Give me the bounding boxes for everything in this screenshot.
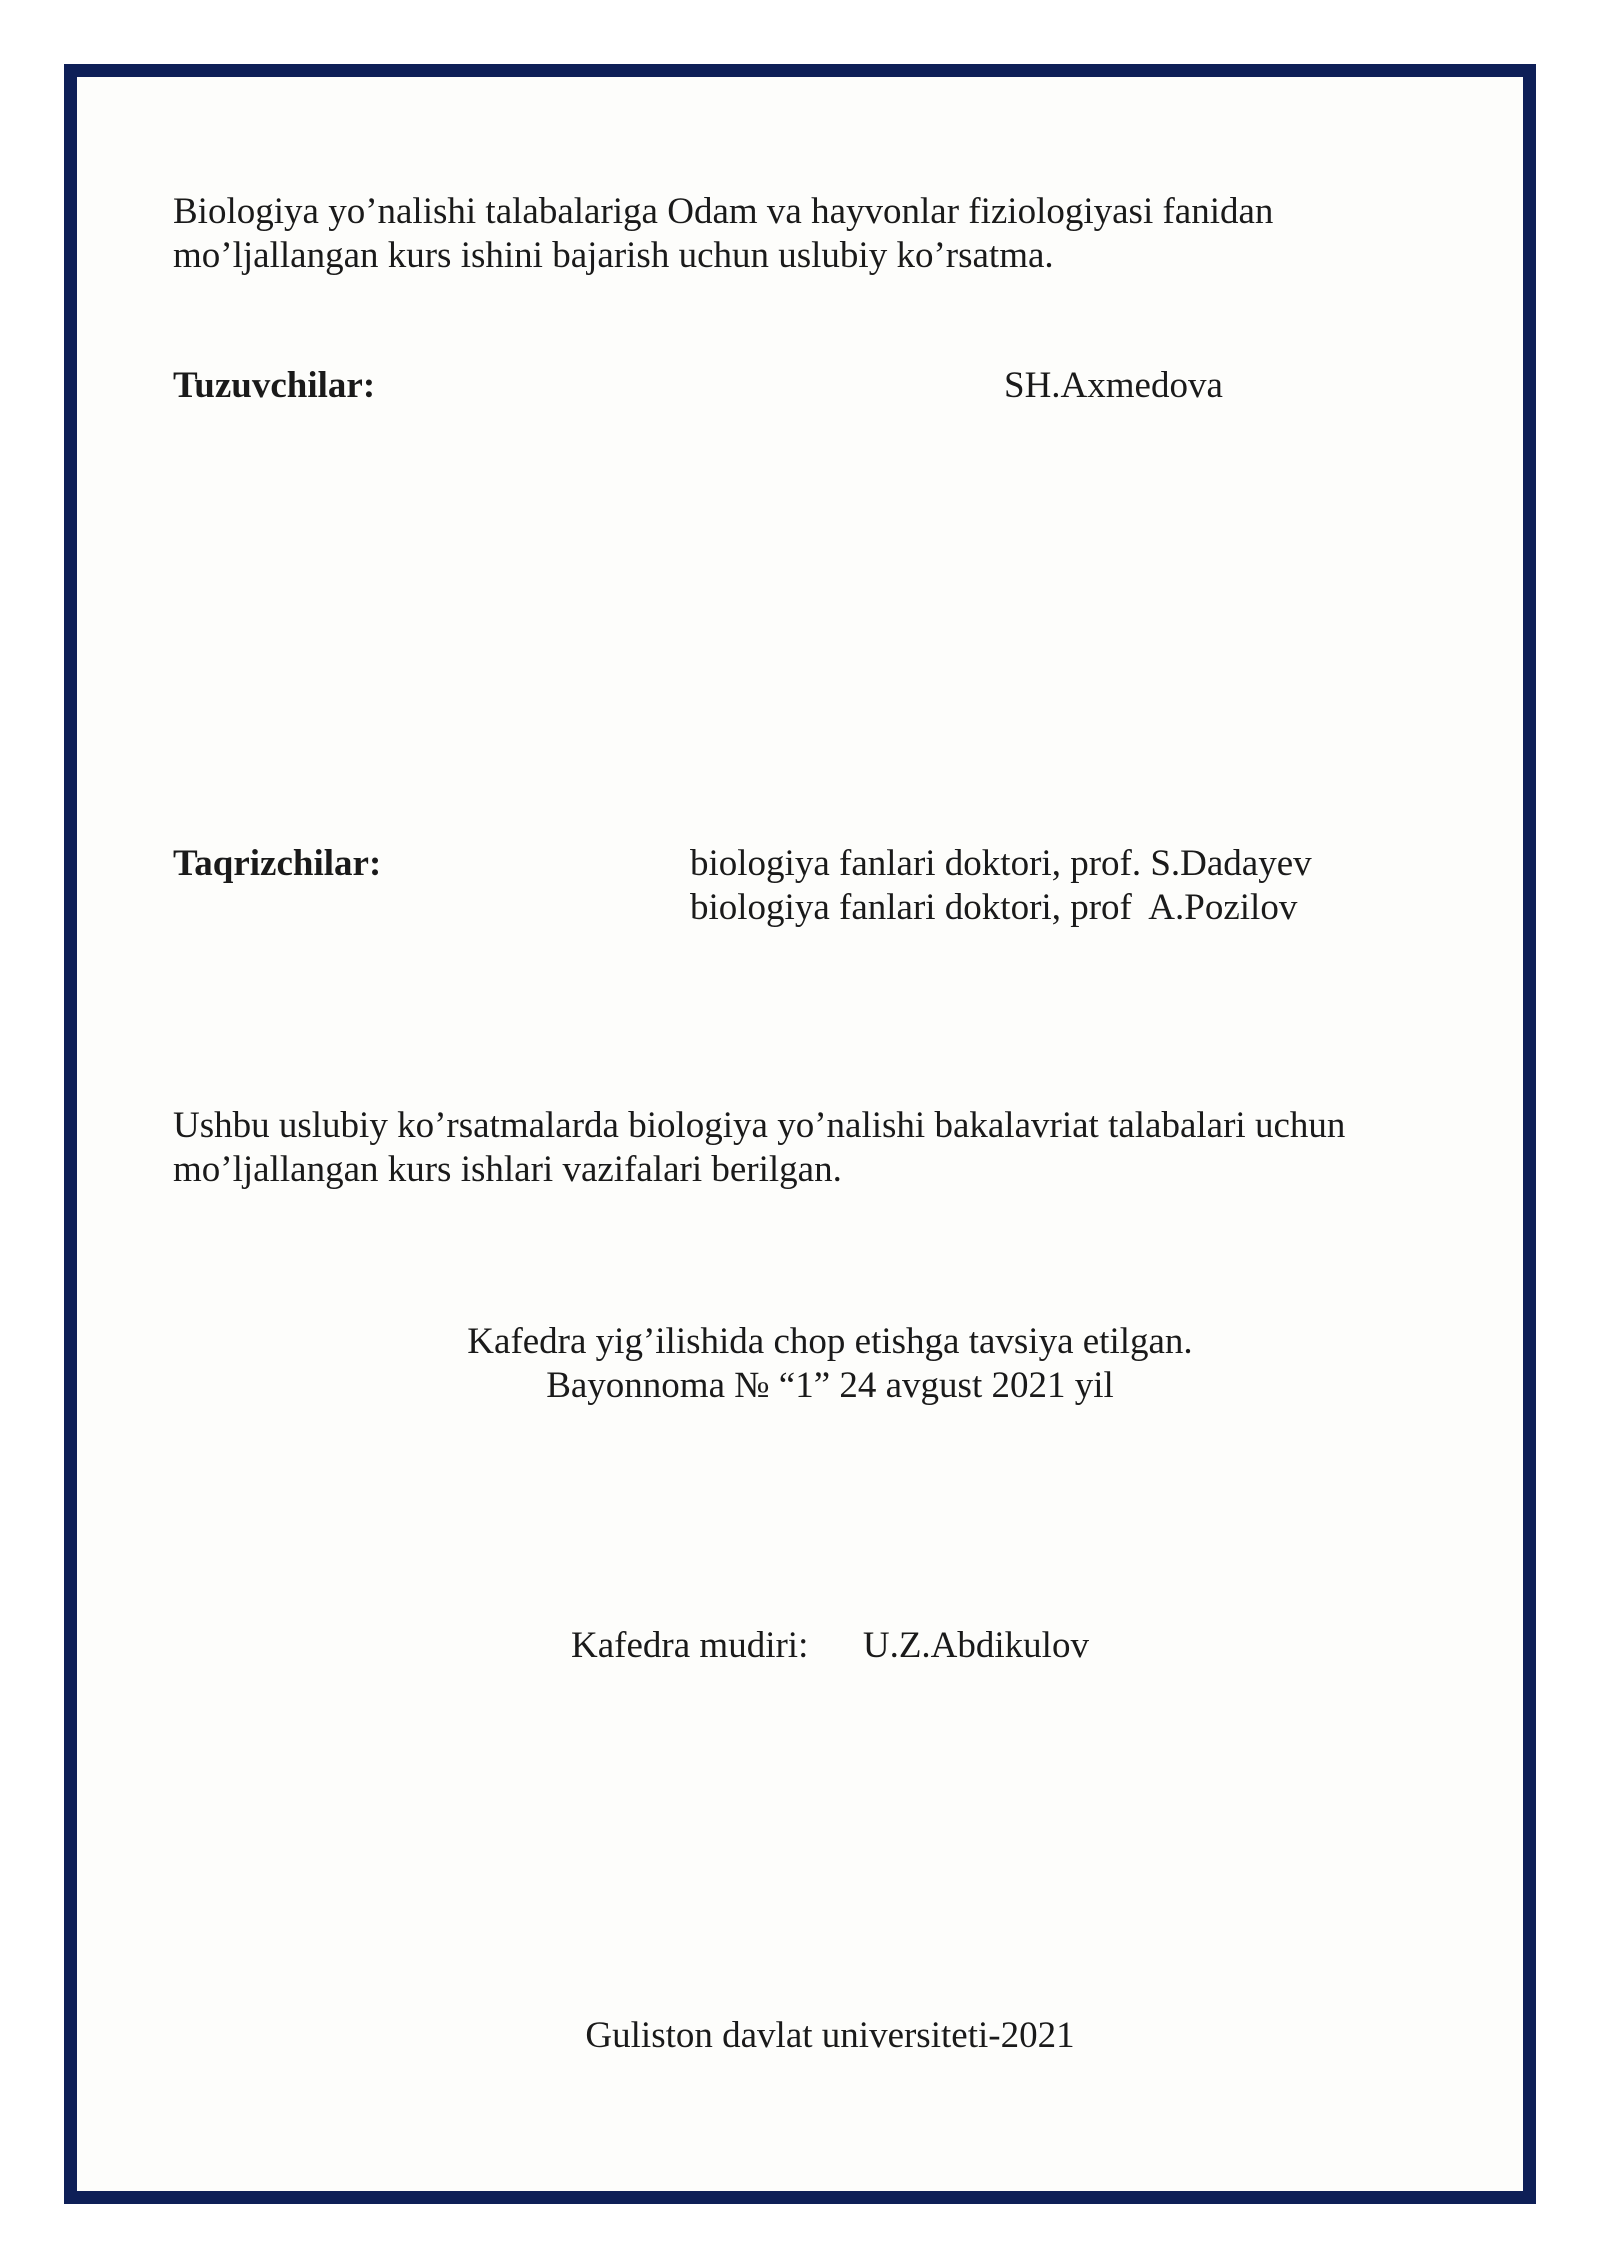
description-paragraph [173, 1104, 1345, 1192]
authors-label: Tuzuvchilar: [173, 365, 376, 406]
authors-name: SH.Axmedova [1004, 365, 1223, 406]
intro-line-1: Biologiya yo’nalishi talabalariga Odam va hayvonlar fiziologiyasi fanidan [173, 191, 1274, 232]
reviewers-list [690, 842, 1312, 930]
head-of-department-label: Kafedra mudiri: [571, 1625, 809, 1666]
description-line-1: Ushbu uslubiy ko’rsatmalarda biologiya yo’nalishi bakalavriat talabalari uchun [173, 1105, 1346, 1146]
intro-paragraph [173, 190, 1273, 278]
intro-line-2: mo’ljallangan kurs ishini bajarish uchun uslubiy ko’rsatma. [173, 235, 1054, 276]
approval-line-1: Kafedra yig’ilishida chop etishga tavsiya etilgan. [467, 1321, 1193, 1362]
reviewer-item: biologiya fanlari doktori, prof A.Pozilov [690, 887, 1298, 928]
approval-line-2: Bayonnoma № “1” 24 avgust 2021 yil [546, 1365, 1114, 1406]
footer-text: Guliston davlat universiteti-2021 [585, 2015, 1075, 2056]
reviewers-label: Taqrizchilar: [173, 843, 382, 884]
head-of-department [0, 1624, 1600, 1668]
description-line-2: mo’ljallangan kurs ishlari vazifalari berilgan. [173, 1149, 842, 1190]
approval-note [0, 1320, 1600, 1408]
head-of-department-name: U.Z.Abdikulov [862, 1625, 1089, 1666]
reviewer-item: biologiya fanlari doktori, prof. S.Dadayev [690, 843, 1312, 884]
